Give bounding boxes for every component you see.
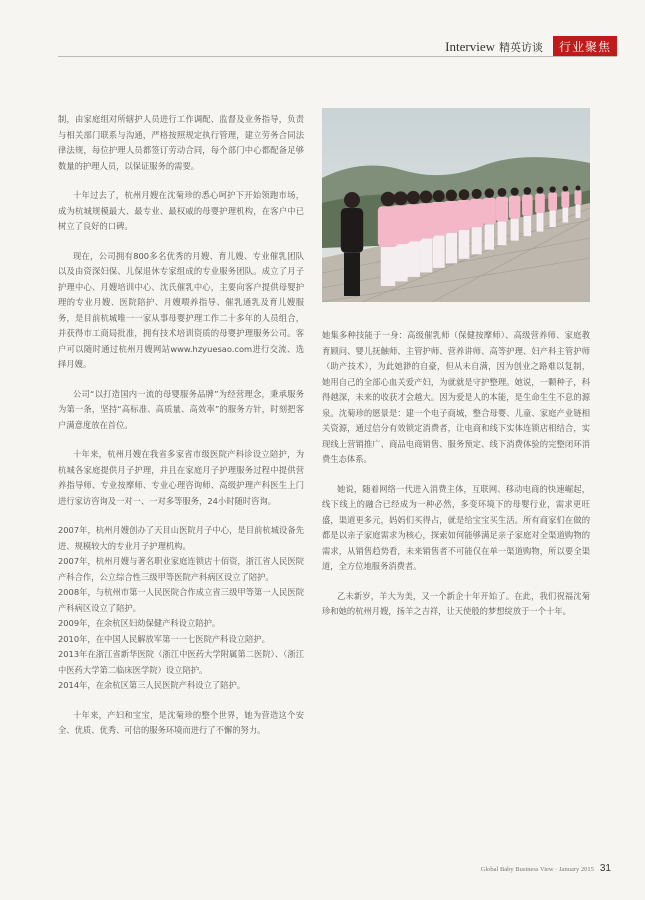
body-paragraph: 乙未新岁，羊大为美，又一个新企十年开始了。在此，我们祝福沈菊珍和她的杭州月嫂，扬羊之吉祥，让天使般的梦想绽放于一个十年。 xyxy=(322,590,590,616)
body-paragraph: 现在，公司拥有800多名优秀的月嫂、育儿嫂、专业催乳团队以及由资深妇保、儿保退休专家组成的专业服务团队。成立了月子护理中心、月嫂培训中心、沈氏催乳中心，主要向客户提供母婴护理的专业月嫂、医院陪护、月嫂喂养指导、催乳通乳及育儿嫂服务，是目前杭城唯一一家从事母婴护理工作二十多年的人员组合，并获得市工商局批准，拥有技术培训资质的母婴护理服务公司。客户可以随时通过杭州月嫂网站www.hzyuesao.com进行交流、选择月嫂。 xyxy=(58,250,304,369)
page-number: 31 xyxy=(599,863,611,874)
right-text-column xyxy=(322,328,590,634)
body-paragraph: 她说，随着网络一代进入消费主体，互联网、移动电商的快速崛起，线下线上的融合已经成为一种必然，多变环境下的母婴行业，需求更旺盛，渠道更多元，妈妈们买得占，就是给宝宝买生活。所有商家们在做的都是以亲子家庭需求为核心，探索如何能够满足亲子家庭对全渠道购物的需求，从销售趋势看，未来销售者不可能仅在单一渠道购物，所以要全渠道，全方位地服务消费者。 xyxy=(322,483,590,571)
timeline-item: 2007年，杭州月嫂创办了天目山医院月子中心，是目前杭城设备先进、规模较大的专业月子护理机构。 xyxy=(58,525,304,551)
body-paragraph: 制，由家庭组对所辖护人员进行工作调配、监督及业务指导，负责与相关部门联系与沟通，严格按照规定执行管理，建立劳务合同法律法规，每位护理人员都签订劳动合同，每个部门中心都配备足够数量的护理人员，以保证服务的需要。 xyxy=(58,114,304,171)
page-footer xyxy=(481,863,611,874)
left-text-column xyxy=(58,112,304,753)
section-title-zh: 精英访谈 xyxy=(498,40,543,54)
timeline-item: 2009年，在余杭区妇幼保健产科设立陪护。 xyxy=(58,618,221,628)
timeline-item: 2010年，在中国人民解放军第一一七医院产科设立陪护。 xyxy=(58,633,270,644)
body-paragraph: 十年来，杭州月嫂在我省多家省市级医院产科诊设立陪护，为杭城各家庭提供月子护理，并且在家庭月子护理服务过程中提供营养指导师、专业按摩师、专业心理咨询师、高级护理产科医生上门进行家访咨询及一对一、一对多等服务，24小时随时咨询。 xyxy=(58,449,304,506)
body-paragraph: 公司“以打造国内一流的母婴服务品牌”为经营理念，秉承服务为第一条，坚持“高标准、高质量、高效率”的服务方针，时刻把客户满意度放在首位。 xyxy=(58,388,304,430)
timeline-item: 2014年，在余杭区第三人民医院产科设立了陪护。 xyxy=(58,680,246,690)
closing-paragraph: 十年来，产妇和宝宝，是沈菊珍的整个世界，她为营造这个安全、优质、优秀、可信的服务环境而进行了不懈的努力。 xyxy=(58,709,304,735)
header-divider xyxy=(58,56,617,57)
timeline-item: 2007年，杭州月嫂与著名职业家庭连锁店十佰资，浙江省人民医院产科合作，公立综合性三级甲等医院产科病区设立了陪护。 xyxy=(58,556,304,582)
body-paragraph: 她集多种技能于一身：高级催乳师（保健按摩师）、高级营养师、家庭教育顾问、婴儿抚触师、主管护师、营养讲师、高等护理、妇产科主管护师（助产技术），为此她渺的自豪，但从未自满，因为创业之路难以复制，她用自己的全部心血关爱产妇，为就就是守护整理。她说，一颗种子，科得越深，未来的收获才会越大。因为爱是人的本能，是生命生生不息的源泉。沈菊珍的愿景是：建一个电子商城，整合母婴、儿童、家庭产业链相关资源，通过信分有效锁定消费者，让电商和线下实体连锁店相结合，实现线上营销推广、商品电商销售、服务预定、线下消费体验的完整闭环消费生态体系。 xyxy=(322,330,590,464)
section-title-en: Interview xyxy=(445,38,495,54)
publication-name: Global Baby Business View · January 2015 xyxy=(480,866,594,873)
timeline-item: 2008年，与杭州市第一人民医院合作成立省三级甲等第一人民医院产科病区设立了陪护。 xyxy=(58,587,304,613)
staff-group-photo xyxy=(322,108,590,302)
body-paragraph: 十年过去了，杭州月嫂在沈菊珍的悉心呵护下开始领跑市场，成为杭城规模最大、最专业、最权威的母婴护理机构，在客户中已树立了良好的口碑。 xyxy=(58,190,304,231)
timeline-list xyxy=(58,523,304,694)
timeline-item: 2013年在浙江省新华医院（浙江中医药大学附属第二医院）、（浙江中医药大学第二临床医学院）设立陪护。 xyxy=(58,649,304,675)
section-badge: 行业聚焦 xyxy=(553,36,617,57)
section-header xyxy=(445,36,617,57)
